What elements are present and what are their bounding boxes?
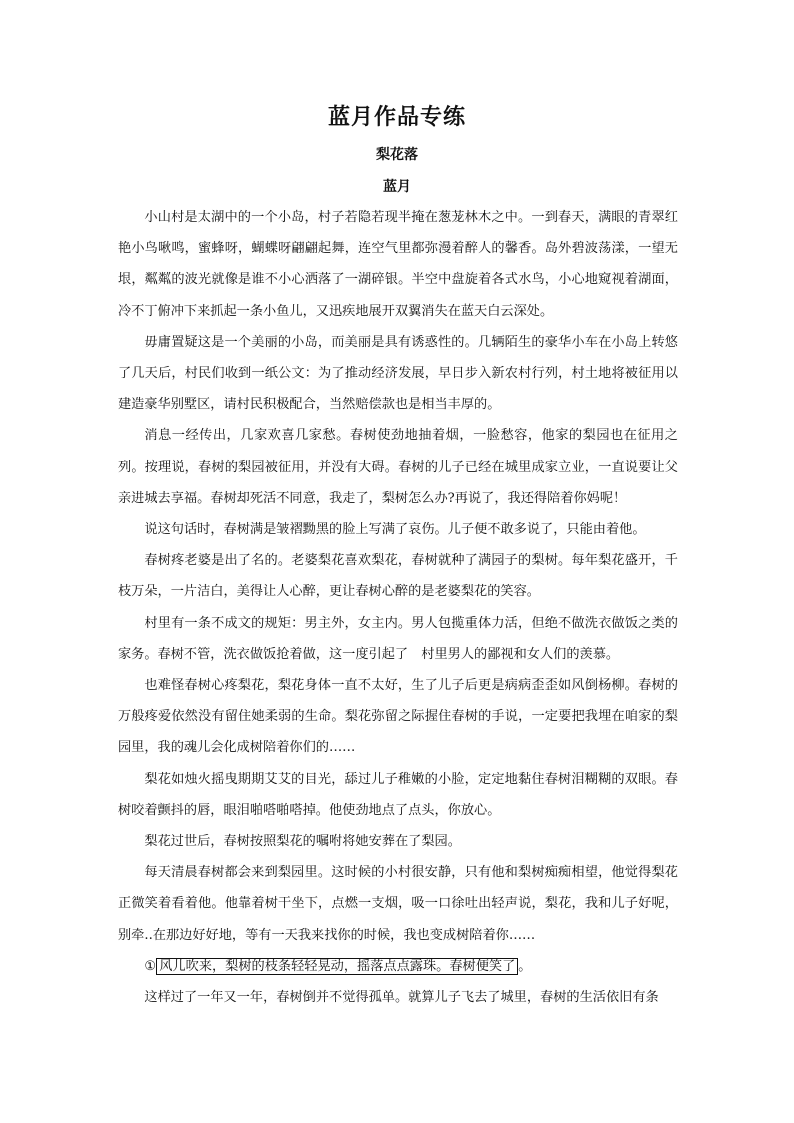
paragraph: 春树疼老婆是出了名的。老婆梨花喜欢梨花，春树就种了满园子的梨树。每年梨花盛开，千枝万朵，一片洁白，美得让人心醉，更让春树心醉的是老婆梨花的笑容。 — [118, 553, 678, 600]
paragraph: 梨花过世后，春树按照梨花的嘱咐将她安葬在了梨园。 — [144, 834, 461, 850]
paragraph: 每天清晨春树都会来到梨园里。这时候的小村很安静，只有他和梨树痴痴相望，他觉得梨花正微笑着看着他。他靠着树干坐下，点燃一支烟，吸一口徐吐出轻声说，梨花，我和儿子好呢，别牵..在那边好好地，等有一天我来找你的时候，我也变成树陪着你…… — [118, 865, 678, 943]
question-marker: ① — [144, 958, 157, 974]
paragraph: 说这句话时，春树满是皱褶黝黑的脸上写满了哀伤。儿子便不敢多说了，只能由着他。 — [144, 522, 646, 538]
article-body — [118, 202, 678, 1013]
paragraph: 消息一经传出，几家欢喜几家愁。春树使劲地抽着烟，一脸愁容，他家的梨园也在征用之列。按理说，春树的梨园被征用，并没有大碍。春树的儿子已经在城里成家立业，一直说要让父亲进城去享福。春树却死活不同意，我走了，梨树怎么办?再说了，我还得陪着你妈呢！ — [118, 428, 678, 506]
paragraph: 毋庸置疑这是一个美丽的小岛，而美丽是具有诱惑性的。几辆陌生的豪华小车在小岛上转悠了几天后，村民们收到一纸公文：为了推动经济发展，早日步入新农村行列，村土地将被征用以建造豪华别墅区，请村民积极配合，当然赔偿款也是相当丰厚的。 — [118, 334, 678, 413]
paragraph: 这样过了一年又一年，春树倒并不觉得孤单。就算儿子飞去了城里，春树的生活依旧有条 — [144, 990, 659, 1006]
paragraph: 也难怪春树心疼梨花，梨花身体一直不太好，生了儿子后更是病病歪歪如风倒杨柳。春树的万般疼爱依然没有留住她柔弱的生命。梨花弥留之际握住春树的手说，一定要把我埋在咱家的梨园里，我的魂儿会化成树陪着你们的…… — [118, 678, 678, 756]
sentence-end: 。 — [518, 958, 532, 974]
paragraph: 小山村是太湖中的一个小岛，村子若隐若现半掩在葱茏林木之中。一到春天，满眼的青翠红艳小鸟啾鸣，蜜蜂呀，蝴蝶呀翩翩起舞，连空气里都弥漫着醉人的馨香。岛外碧波荡漾，一望无垠，粼粼的波光就像是谁不小心洒落了一湖碎银。半空中盘旋着各式水鸟，小心地窥视着湖面，冷不丁俯冲下来抓起一条小鱼儿，又迅疾地展开双翼消失在蓝天白云深处。 — [118, 210, 678, 319]
document-title: 蓝月作品专练 — [327, 104, 466, 130]
boxed-sentence: 风儿吹来，梨树的枝条轻轻晃动，摇落点点露珠。春树便笑了 — [156, 958, 518, 975]
paragraph: 梨花如烛火摇曳期期艾艾的目光，舔过儿子稚嫩的小脸，定定地黏住春树泪糊糊的双眼。春树咬着颤抖的唇，眼泪啪嗒啪嗒掉。他使劲地点了点头，你放心。 — [118, 771, 678, 818]
marked-paragraph — [118, 951, 678, 982]
paragraph: 村里有一条不成文的规矩：男主外，女主内。男人包揽重体力活，但绝不做洗衣做饭之类的家务。春树不管，洗衣做饭抢着做，这一度引起了 村里男人的鄙视和女人们的羡慕。 — [118, 615, 678, 662]
article-title: 梨花落 — [376, 147, 418, 163]
article-author: 蓝月 — [383, 179, 411, 195]
